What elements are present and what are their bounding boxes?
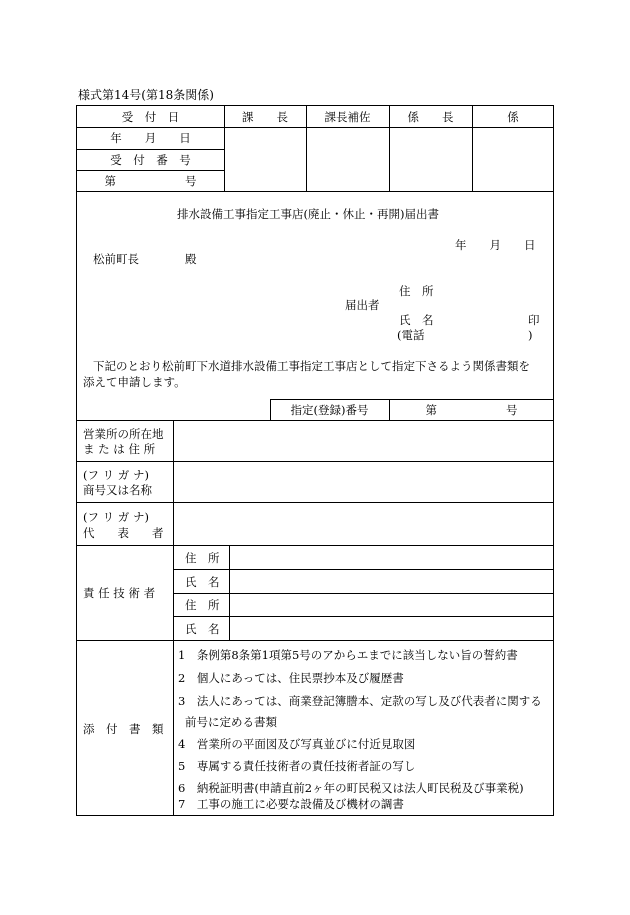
attachment-item: 7 工事の施工に必要な設備及び機材の調書 <box>178 797 404 811</box>
engineer-label: 責 任 技 術 者 <box>83 586 156 600</box>
attachment-item: 2 個人にあっては、住民票抄本及び履歴書 <box>178 671 404 685</box>
engineer1-name-input[interactable] <box>230 570 554 593</box>
attachment-item: 1 条例第8条第1項第5号のアからエまでに該当しない旨の誓約書 <box>178 648 518 662</box>
notifier-address-label: 住 所 <box>399 284 434 298</box>
notifier-phone[interactable]: (電話 ) <box>397 328 533 342</box>
attachment-item: 3 法人にあっては、商業登記簿謄本、定款の写し及び代表者に関する <box>178 694 542 708</box>
attachment-item: 4 営業所の平面図及び写真並びに付近見取図 <box>178 737 416 751</box>
receipt-ymd-field[interactable]: 年 月 日 <box>110 131 191 145</box>
trade-name-label: 商号又は名称 <box>83 483 152 497</box>
attachment-item-continued: 前号に定める書類 <box>185 715 277 729</box>
notifier-name-label: 氏 名 <box>399 313 434 327</box>
trade-name-furigana-label: (フ リ ガ ナ) <box>83 468 149 482</box>
date-line[interactable]: 年 月 日 <box>455 238 536 252</box>
kakaricho-header: 係 長 <box>407 109 454 124</box>
receipt-date-label: 受 付 日 <box>121 109 180 124</box>
notification-form <box>76 191 554 816</box>
engineer1-address-input[interactable] <box>230 546 554 569</box>
engineer2-name-label: 氏 名 <box>185 622 220 636</box>
body-text-line1: 下記のとおり松前町下水道排水設備工事指定工事店として指定下さるよう関係書類を <box>93 359 530 373</box>
body-text-line2: 添えて申請します。 <box>83 375 186 389</box>
designation-number-field[interactable]: 第 号 <box>425 402 518 417</box>
engineer1-name-label: 氏 名 <box>185 575 220 589</box>
office-location-label-2: ま た は 住 所 <box>83 442 156 456</box>
representative-furigana-label: (フ リ ガ ナ) <box>83 510 149 524</box>
kacho-hosa-header: 課長補佐 <box>324 109 371 124</box>
representative-label: 代 表 者 <box>83 526 164 540</box>
representative-input[interactable] <box>174 503 554 545</box>
attachments-label: 添 付 書 類 <box>83 722 164 736</box>
designation-number-label: 指定(登録)番号 <box>290 402 369 417</box>
office-location-label-1: 営業所の所在地 <box>83 427 164 441</box>
addressee: 松前町長 殿 <box>93 252 197 266</box>
receipt-number-field[interactable]: 第 号 <box>104 174 197 188</box>
engineer1-address-label: 住 所 <box>185 551 220 565</box>
engineer2-address-input[interactable] <box>230 594 554 616</box>
trade-name-input[interactable] <box>174 462 554 502</box>
engineer2-address-label: 住 所 <box>185 598 220 612</box>
seal-mark: 印 <box>528 313 540 327</box>
receipt-approval-table <box>76 105 554 192</box>
form-title: 排水設備工事指定工事店(廃止・休止・再開)届出書 <box>177 207 439 221</box>
engineer2-name-input[interactable] <box>230 617 554 640</box>
attachment-item: 5 専属する責任技術者の責任技術者証の写し <box>178 759 416 773</box>
receipt-number-label: 受 付 番 号 <box>110 152 191 167</box>
kakari-header: 係 <box>507 109 519 124</box>
kacho-header: 課 長 <box>242 109 288 124</box>
form-number-label: 様式第14号(第18条関係) <box>78 88 214 102</box>
notifier-label: 届出者 <box>345 298 380 312</box>
office-location-input[interactable] <box>174 421 554 461</box>
attachment-item: 6 納税証明書(申請直前2ヶ年の町民税又は法人町民税及び事業税) <box>178 781 524 795</box>
